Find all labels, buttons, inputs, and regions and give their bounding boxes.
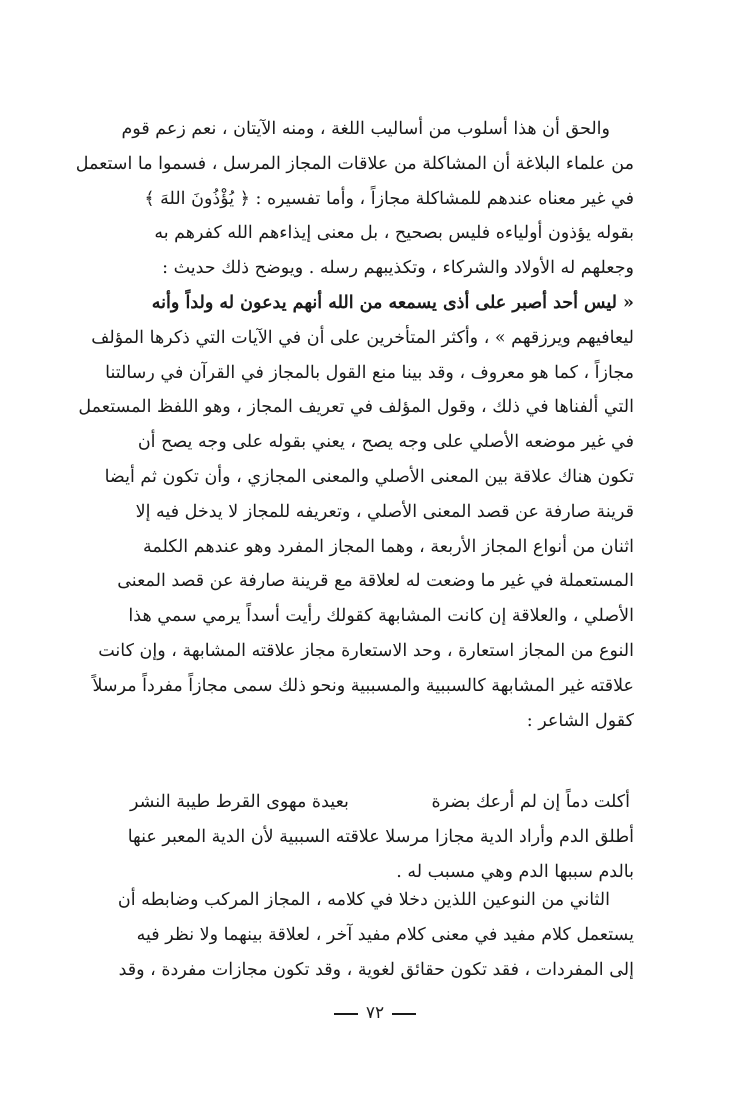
text-line: الثاني من النوعين اللذين دخلا في كلامه ، المجاز المركب وضابطه أن <box>117 890 610 910</box>
paragraph-main <box>75 112 634 738</box>
text-line: وجعلهم له الأولاد والشركاء ، وتكذيبهم رسله . ويوضح ذلك حديث : <box>162 258 634 279</box>
text-line: أطلق الدم وأراد الدية مجازا مرسلا علاقته السببية لأن الدية المعبر عنها <box>127 827 634 847</box>
text-line: بالدم سببها الدم وهي مسبب له . <box>396 861 634 882</box>
page-number-dash <box>392 1013 416 1015</box>
text-line: إلى المفردات ، فقد تكون حقائق لغوية ، وقد تكون مجازات مفردة ، وقد <box>118 959 634 980</box>
text-line: الأصلي ، والعلاقة إن كانت المشابهة كقولك رأيت أسداً يرمي سمي هذا <box>128 606 634 627</box>
text-line: علاقته غير المشابهة كالسببية والمسببية ونحو ذلك سمى مجازاً مفرداً مرسلاً <box>92 675 634 696</box>
text-line: ليعافيهم ويرزقهم » ، وأكثر المتأخرين على أن في الآيات التي ذكرها المؤلف <box>91 327 634 348</box>
page-number-dash <box>334 1013 358 1015</box>
text-line: بقوله يؤذون أولياءه فليس بصحيح ، بل معنى إيذاءهم الله كفرهم به <box>154 223 634 244</box>
text-line: قرينة صارفة عن قصد المعنى الأصلي ، وتعريفه للمجاز لا يدخل فيه إلا <box>135 501 634 522</box>
text-line: كقول الشاعر : <box>526 710 634 731</box>
text-line: النوع من المجاز استعارة ، وحد الاستعارة مجاز علاقته المشابهة ، وإن كانت <box>98 640 634 661</box>
verse-first-hemistich: أكلت دماً إن لم أرعك بضرة <box>431 792 630 812</box>
text-line: في غير موضعه الأصلي على وجه يصح ، يعني بقوله على وجه يصح أن <box>137 432 634 453</box>
verse-second-hemistich: بعيدة مهوى القرط طيبة النشر <box>130 792 349 812</box>
page-number <box>0 1003 750 1023</box>
hadith-line: « ليس أحد أصبر على أذى يسمعه من الله أنهم يدعون له ولداً وأنه <box>151 292 634 313</box>
text-line: التي ألفناها في ذلك ، وقول المؤلف في تعريف المجاز ، وهو اللفظ المستعمل <box>78 397 634 418</box>
text-line: والحق أن هذا أسلوب من أساليب اللغة ، ومنه الآيتان ، نعم زعم قوم <box>121 119 610 139</box>
paragraph-verse-explanation <box>112 820 634 890</box>
text-line: تكون هناك علاقة بين المعنى الأصلي والمعنى المجازي ، وأن تكون ثم أيضا <box>104 466 634 487</box>
page-number-value: ٧٢ <box>365 1003 385 1023</box>
text-line: مجازاً ، كما هو معروف ، وقد بينا منع القول بالمجاز في القرآن في رسالتنا <box>105 362 634 383</box>
poetry-verse <box>130 787 630 817</box>
text-line: يستعمل كلام مفيد في معنى كلام مفيد آخر ، لعلاقة بينهما ولا نظر فيه <box>136 924 634 945</box>
paragraph-compound-metaphor <box>112 883 634 987</box>
text-line: من علماء البلاغة أن المشاكلة من علاقات المجاز المرسل ، فسموا ما استعمل <box>75 153 634 174</box>
text-line: في غير معناه عندهم للمشاكلة مجازاً ، وأما تفسيره : ﴿ يُؤْذُونَ اللهَ ﴾ <box>144 188 634 209</box>
text-line: اثنان من أنواع المجاز الأربعة ، وهما المجاز المفرد وهو عندهم الكلمة <box>143 536 634 557</box>
text-line: المستعملة في غير ما وضعت له لعلاقة مع قرينة صارفة عن قصد المعنى <box>117 571 634 592</box>
